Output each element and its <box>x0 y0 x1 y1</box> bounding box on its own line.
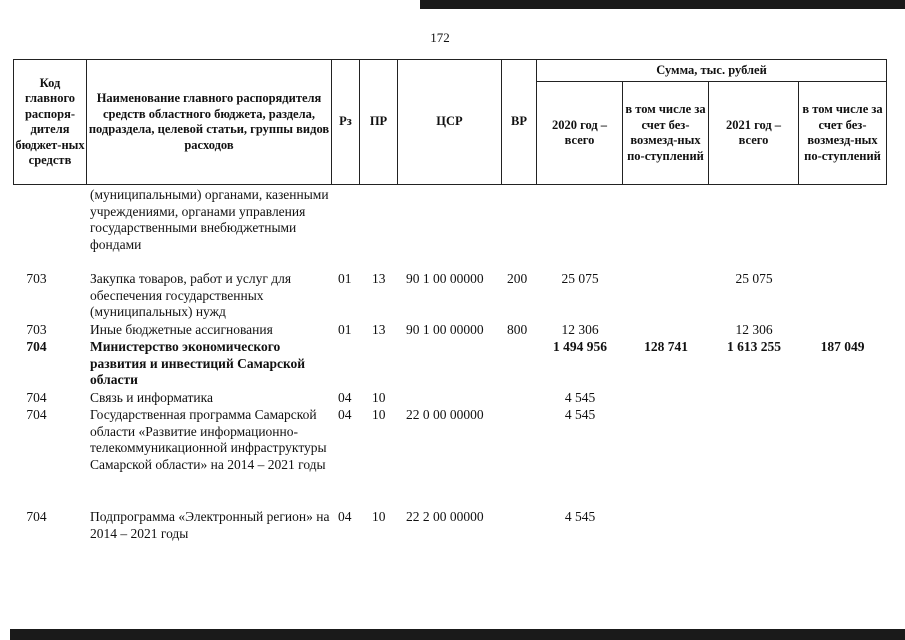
row-code: 704 <box>26 390 47 405</box>
row-name: Министерство экономического развития и инвестиций Самарской области <box>90 339 306 387</box>
row-name: Иные бюджетные ассигнования <box>90 322 273 337</box>
row-rz: 01 <box>338 322 352 337</box>
row-csr: 22 2 00 00000 <box>406 509 484 524</box>
row-code: 703 <box>26 271 47 286</box>
row-2021-total: 25 075 <box>735 271 773 286</box>
row-name: Государственная программа Самарской области «Развитие информационно-телекоммуникационной инфраструктуры Самарской области» на 2014 – 2021 годы <box>90 407 327 472</box>
row-2021-total: 12 306 <box>735 322 773 337</box>
header-vr: ВР <box>502 60 537 185</box>
row-csr: 22 0 00 00000 <box>406 407 484 422</box>
row-pr: 10 <box>372 509 386 524</box>
header-2020-total: 2020 год – всего <box>537 82 623 185</box>
row-2020-total: 4 545 <box>564 390 596 405</box>
row-2020-total: 12 306 <box>561 322 599 337</box>
row-code: 704 <box>26 407 47 422</box>
row-name: Подпрограмма «Электронный регион» на 2014 – 2021 годы <box>90 509 330 541</box>
row-csr: 90 1 00 00000 <box>406 322 484 337</box>
row-2020-free: 128 741 <box>644 339 688 354</box>
row-rz: 04 <box>338 390 352 405</box>
header-name: Наименование главного распорядителя средств областного бюджета, раздела, подраздела, целевой статьи, группы видов расходов <box>87 60 332 185</box>
row-pr: 10 <box>372 390 386 405</box>
row-pr: 10 <box>372 407 386 422</box>
header-2021-free: в том числе за счет без-возмезд-ных по-ступлений <box>799 82 887 185</box>
header-csr: ЦСР <box>398 60 502 185</box>
scan-edge-bottom <box>10 629 905 640</box>
header-code: Код главного распоря-дителя бюджет-ных средств <box>14 60 87 185</box>
row-rz: 04 <box>338 509 352 524</box>
header-rz: Рз <box>332 60 360 185</box>
header-sum: Сумма, тыс. рублей <box>537 60 887 82</box>
row-name: (муниципальными) органами, казенными учреждениями, органами управления государственными внебюджетными фондами <box>90 187 329 252</box>
page-number: 172 <box>430 30 450 45</box>
header-2020-free: в том числе за счет без-возмезд-ных по-ступлений <box>623 82 709 185</box>
header-pr: ПР <box>360 60 398 185</box>
row-2021-free: 187 049 <box>820 339 865 354</box>
row-csr: 90 1 00 00000 <box>406 271 484 286</box>
row-pr: 13 <box>372 322 386 337</box>
row-vr: 200 <box>507 271 528 286</box>
row-pr: 13 <box>372 271 386 286</box>
row-rz: 04 <box>338 407 352 422</box>
row-code: 704 <box>26 509 47 524</box>
row-2020-total: 25 075 <box>561 271 599 286</box>
row-2020-total: 4 545 <box>564 407 596 422</box>
scan-edge-top <box>420 0 905 9</box>
row-name: Связь и информатика <box>90 390 213 405</box>
row-rz: 01 <box>338 271 352 286</box>
row-code: 703 <box>26 322 47 337</box>
row-name: Закупка товаров, работ и услуг для обеспечения государственных (муниципальных) нужд <box>90 271 292 319</box>
row-2020-total: 1 494 956 <box>553 339 607 354</box>
table-header <box>13 59 887 185</box>
row-2020-total: 4 545 <box>564 509 596 524</box>
row-vr: 800 <box>507 322 528 337</box>
row-code: 704 <box>26 339 47 354</box>
header-2021-total: 2021 год – всего <box>709 82 799 185</box>
row-2021-total: 1 613 255 <box>727 339 781 354</box>
